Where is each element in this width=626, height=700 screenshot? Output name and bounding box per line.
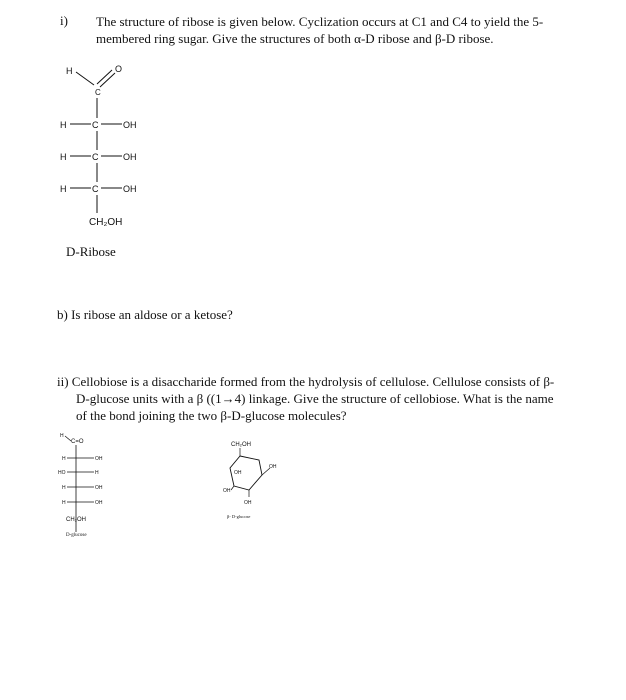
question-2-line-3: of the bond joining the two β-D-glucose molecules? [76,408,347,423]
glucose-r2-right: H [95,470,99,476]
ribose-oh3: OH [123,152,137,162]
beta-glucose-caption: β- D-glucose [227,514,251,519]
beta-glucose-oh-inner: OH [234,470,242,476]
glucose-ch2oh: CH₂OH [66,517,86,523]
beta-glucose-oh-left: OH [223,488,231,494]
ribose-c2: C [92,120,99,130]
glucose-r1-right: OH [95,456,103,462]
ribose-oh2: OH [123,120,137,130]
glucose-r1-left: H [62,456,66,462]
question-1-line-1: The structure of ribose is given below. Cyclization occurs at C1 and C4 to yield the 5- [96,14,544,29]
ribose-c3: C [92,152,99,162]
glucose-r4-left: H [62,500,66,506]
ribose-c1: C [95,88,101,97]
beta-glucose-ch2oh: CH₂OH [231,442,251,448]
beta-glucose-oh-bottom: OH [244,500,252,506]
glucose-co: C=O [71,439,84,445]
ribose-c4: C [92,184,99,194]
ribose-ch2oh: CH₂OH [89,217,123,228]
beta-glucose-c4-bond [231,486,234,490]
glucose-h-top: H [60,433,64,439]
question-2-line-2: D-glucose units with a β ((1→4) linkage. Give the structure of cellobiose. What is the name [76,391,554,406]
question-1-line-2: membered ring sugar. Give the structures of both α-D ribose and β-D ribose. [96,31,494,46]
ribose-h-top: H [66,66,73,76]
ribose-h2: H [60,120,67,130]
ribose-h3: H [60,152,67,162]
question-1b-text: b) Is ribose an aldose or a ketose? [57,307,233,322]
beta-glucose-oh-right: OH [269,464,277,470]
ribose-o-top: O [115,64,123,74]
ribose-h4: H [60,184,67,194]
glucose-r4-right: OH [95,500,103,506]
ribose-caption: D-Ribose [66,244,116,259]
glucose-r3-right: OH [95,485,103,491]
question-1-number: i) [60,13,68,28]
glucose-r3-left: H [62,485,66,491]
glucose-r2-left: HO [58,470,66,476]
ribose-oh4: OH [123,184,137,194]
glucose-caption: D-glucose [66,533,87,538]
question-2-line-1: ii) Cellobiose is a disaccharide formed from the hydrolysis of cellulose. Cellulose consists of β- [57,374,555,389]
